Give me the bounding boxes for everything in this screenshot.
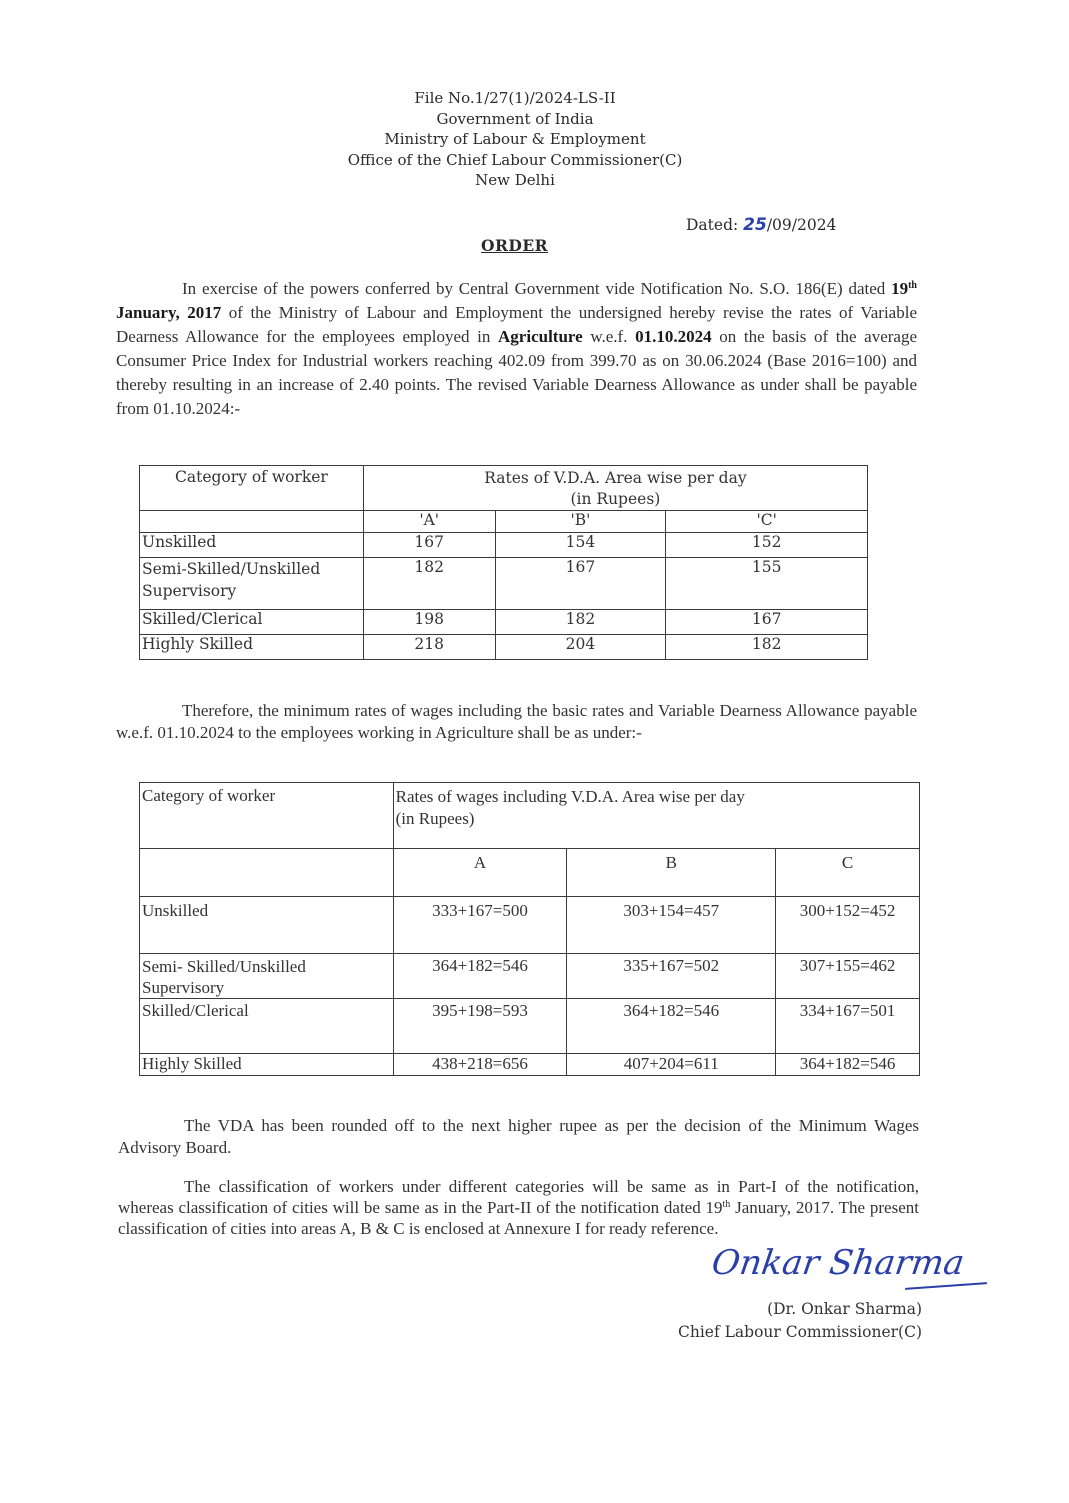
file-number: File No.1/27(1)/2024-LS-II <box>414 89 616 107</box>
ministry-name: Ministry of Labour & Employment <box>384 130 646 148</box>
office-name: Office of the Chief Labour Commissioner(C) <box>347 150 683 169</box>
empty-cell <box>140 511 364 533</box>
table-row <box>140 610 868 635</box>
minimum-wages-table <box>139 782 920 1076</box>
cell-c: 155 <box>666 558 868 610</box>
header-unit-text: (in Rupees) <box>570 490 661 508</box>
header-category: Category of worker <box>140 783 394 849</box>
paragraph-rounding: The VDA has been rounded off to the next higher rupee as per the decision of the Minimum Wages Advisory Board. <box>118 1116 919 1157</box>
cell-c: 152 <box>666 533 868 558</box>
cell-c: 334+167=501 <box>776 999 920 1054</box>
cell-c: 307+155=462 <box>776 954 920 999</box>
table-row <box>140 558 868 610</box>
cell-a: 333+167=500 <box>393 897 567 954</box>
table-header-row <box>140 783 920 849</box>
header-rates-text: Rates of wages including V.D.A. Area wise per day <box>395 787 745 806</box>
government-name: Government of India <box>436 109 594 128</box>
signatory-name: (Dr. Onkar Sharma) <box>767 1300 922 1318</box>
header-unit-text: (in Rupees) <box>395 809 475 828</box>
cell-b: 303+154=457 <box>567 897 776 954</box>
bold-text: Agriculture <box>498 327 583 346</box>
row-category: Semi-Skilled/Unskilled Supervisory <box>140 558 364 610</box>
cell-c: 182 <box>666 635 868 660</box>
header-rates <box>393 783 919 849</box>
table-row <box>140 635 868 660</box>
area-b: B <box>567 849 776 897</box>
header-rates <box>363 466 867 511</box>
text: In exercise of the powers conferred by Central Government vide Notification No. S.O. 186(E) dated <box>182 279 892 298</box>
row-category: Semi- Skilled/Unskilled Supervisory <box>140 954 394 999</box>
area-header-row <box>140 511 868 533</box>
row-category: Unskilled <box>140 897 394 954</box>
area-c: C <box>776 849 920 897</box>
signatory-block <box>600 1298 922 1344</box>
text: on the basis of the average Consumer Price Index for Industrial workers reaching 402.09 from 399.70 as on 30.06.2024 (Base 2016=100) and thereby resulting in an increase of 2.40 points. The revised Variable Dearness Allowance as under shall be payable from 01.10.2024:- <box>116 327 917 418</box>
cell-a: 395+198=593 <box>393 999 567 1054</box>
bold-text: January, 2017 <box>116 303 222 322</box>
signatory-designation: Chief Labour Commissioner(C) <box>677 1323 922 1341</box>
document-header <box>0 88 1030 191</box>
row-category: Skilled/Clerical <box>140 610 364 635</box>
empty-cell <box>140 849 394 897</box>
text: w.e.f. <box>582 327 636 346</box>
bold-text: 01.10.2024 <box>635 327 712 346</box>
area-header-row <box>140 849 920 897</box>
order-title: ORDER <box>481 236 549 255</box>
cell-b: 204 <box>495 635 666 660</box>
area-b: 'B' <box>495 511 666 533</box>
header-category: Category of worker <box>140 466 364 511</box>
cell-c: 300+152=452 <box>776 897 920 954</box>
superscript: th <box>908 280 917 291</box>
handwritten-signature: Onkar Sharma <box>709 1243 967 1283</box>
area-c: 'C' <box>666 511 868 533</box>
row-category: Skilled/Clerical <box>140 999 394 1054</box>
table-header-row <box>140 466 868 511</box>
cell-b: 407+204=611 <box>567 1054 776 1076</box>
cell-b: 167 <box>495 558 666 610</box>
text: of the Ministry of Labour and Employment the undersigned hereby revise the rates of Variable Dearness Allowance for the employees employed in <box>116 303 917 346</box>
order-date <box>686 215 836 235</box>
cell-c: 167 <box>666 610 868 635</box>
row-category: Unskilled <box>140 533 364 558</box>
signature-flourish <box>905 1282 987 1290</box>
paragraph-therefore: Therefore, the minimum rates of wages including the basic rates and Variable Dearness Allowance payable w.e.f. 01.10.2024 to the employees working in Agriculture shall be as under:- <box>116 701 917 742</box>
text: The classification of workers under different categories will be same as in Part-I of the notification, whereas classification of cities will be same as in the Part-II of the notification dated 19 <box>118 1177 919 1217</box>
text: January, 2017. The present classification of cities into areas A, B & C is enclosed at Annexure I for ready reference. <box>118 1198 919 1238</box>
cell-a: 438+218=656 <box>393 1054 567 1076</box>
city-name: New Delhi <box>475 171 555 189</box>
cell-b: 364+182=546 <box>567 999 776 1054</box>
cell-a: 198 <box>363 610 495 635</box>
handwritten-day: 25 <box>743 215 767 235</box>
area-a: 'A' <box>363 511 495 533</box>
cell-a: 182 <box>363 558 495 610</box>
table-row <box>140 999 920 1054</box>
row-category: Highly Skilled <box>140 1054 394 1076</box>
table-row <box>140 954 920 999</box>
dated-label: Dated: <box>686 216 739 234</box>
cell-b: 182 <box>495 610 666 635</box>
cell-a: 167 <box>363 533 495 558</box>
row-category: Highly Skilled <box>140 635 364 660</box>
cell-a: 218 <box>363 635 495 660</box>
cell-c: 364+182=546 <box>776 1054 920 1076</box>
superscript: th <box>722 1199 731 1210</box>
cell-a: 364+182=546 <box>393 954 567 999</box>
table-row <box>140 897 920 954</box>
bold-text: 19 <box>891 279 909 298</box>
table-row <box>140 1054 920 1076</box>
vda-rates-table <box>139 465 868 660</box>
table-row <box>140 533 868 558</box>
paragraph-intro <box>116 277 917 421</box>
header-rates-text: Rates of V.D.A. Area wise per day <box>484 469 747 487</box>
cell-b: 335+167=502 <box>567 954 776 999</box>
paragraph-classification <box>118 1176 919 1239</box>
dated-month-year: /09/2024 <box>766 216 837 234</box>
area-a: A <box>393 849 567 897</box>
cell-b: 154 <box>495 533 666 558</box>
